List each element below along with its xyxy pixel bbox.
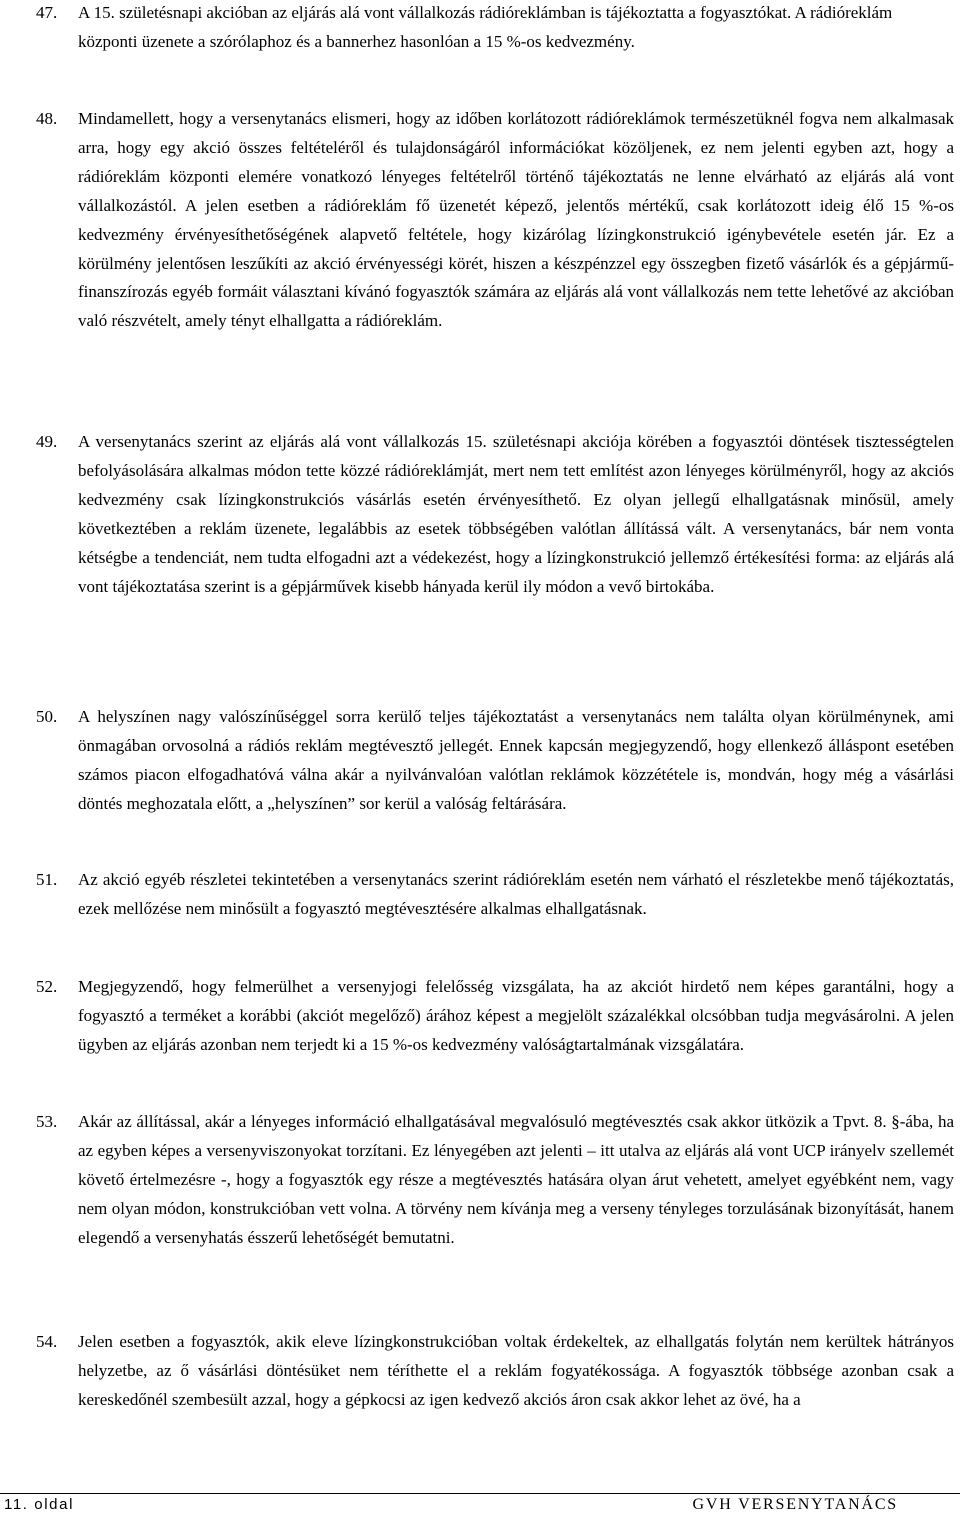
paragraph-54 (36, 1328, 954, 1415)
paragraph-text: Megjegyzendő, hogy felmerülhet a versenyjogi felelősség vizsgálata, ha az akciót hirdető nem képes garantálni, hogy a fogyasztó a terméket a korábbi (akciót megelőző) árához képest a megjelölt százalékkal olcsóbban tudja megvásárolni. A jelen ügyben az eljárás azonban nem terjedt ki a 15 %-os kedvezmény valóságtartalmának vizsgálatára. (78, 977, 954, 1054)
paragraph-text: Jelen esetben a fogyasztók, akik eleve lízingkonstrukcióban voltak érdekeltek, az elhallgatás folytán nem kerültek hátrányos helyzetbe, az ő vásárlási döntésüket nem téríthette el a reklám fogyatékossága. A fogyasztók többsége azonban csak a kereskedőnél szembesült azzal, hogy a gépkocsi az igen kedvező akciós áron csak akkor lehet az övé, ha a (78, 1332, 954, 1409)
paragraph-text: Akár az állítással, akár a lényeges információ elhallgatásával megvalósuló megtévesztés csak akkor ütközik a Tpvt. 8. §-ába, ha az egyben képes a versenyviszonyokat torzítani. Ez lényegében azt jelenti – itt utalva az eljárás alá vont UCP irányelv szellemét követő értelmezésre -, hogy a fogyasztók egy része a megtévesztés hatására olyan árut vehetett, amelyet egyébként nem, vagy nem olyan módon, konstrukcióban vett volna. A törvény nem kívánja meg a verseny tényleges torzulásának bizonyítását, hanem elegendő a versenyhatás ésszerű lehetőségét bemutatni. (78, 1112, 954, 1247)
footer-divider (0, 1493, 960, 1494)
paragraph-text: Az akció egyéb részletei tekintetében a versenytanács szerint rádióreklám esetén nem várható el részletekbe menő tájékoztatás, ezek mellőzése nem minősült a fogyasztó megtévesztésére alkalmas elhallgatásnak. (78, 870, 954, 918)
page-number-label: 11. oldal (4, 1496, 74, 1513)
paragraph-number: 48. (36, 109, 58, 128)
paragraph-text: A 15. születésnapi akcióban az eljárás alá vont vállalkozás rádióreklámban is tájékoztatta a fogyasztókat. A rádióreklám központi üzenete a szórólaphoz és a bannerhez hasonlóan a 15 %-os kedvezmény. (78, 3, 893, 51)
paragraph-52 (36, 973, 954, 1060)
paragraph-number: 50. (36, 707, 58, 726)
paragraph-text: A versenytanács szerint az eljárás alá vont vállalkozás 15. születésnapi akciója körében a fogyasztói döntések tisztességtelen befolyásolására alkalmas módon tette közzé rádióreklámját, mert nem tett említést azon lényeges körülményről, hogy az akciós kedvezmény csak lízingkonstrukciós vásárlás esetén érvényesíthető. Ez olyan jellegű elhallgatásnak minősül, amely következtében a reklám üzenete, legalábbis az esetek többségében valótlan állítássá vált. A versenytanács, bár nem vonta kétségbe a tendenciát, nem tudta elfogadni azt a védekezést, hogy a lízingkonstrukció jellemző értékesítési forma: az eljárás alá vont tájékoztatása szerint is a gépjárművek kisebb hányada kerül ily módon a vevő birtokába. (78, 432, 954, 596)
paragraph-number: 47. (36, 3, 58, 22)
paragraph-text: A helyszínen nagy valószínűséggel sorra kerülő teljes tájékoztatást a versenytanács nem találta olyan körülménynek, ami önmagában orvosolná a rádiós reklám megtévesztő jellegét. Ennek kapcsán megjegyzendő, hogy ellenkező álláspont esetében számos piacon elfogadhatóvá válna akár a nyilvánvalóan valótlan reklámok közzététele is, mondván, hogy még a vásárlási döntés meghozatala előtt, a „helyszínen” sor kerül a valóság feltárására. (78, 707, 954, 813)
paragraph-53 (36, 1108, 954, 1253)
paragraph-51 (36, 866, 954, 924)
paragraph-number: 49. (36, 432, 58, 451)
paragraph-number: 51. (36, 870, 58, 889)
paragraph-50 (36, 703, 954, 819)
paragraph-number: 53. (36, 1112, 58, 1131)
paragraph-number: 54. (36, 1332, 58, 1351)
paragraph-number: 52. (36, 977, 58, 996)
paragraph-49 (36, 428, 954, 601)
authority-label: GVH VERSENYTANÁCS (692, 1496, 898, 1513)
paragraph-48 (36, 105, 954, 336)
paragraph-text: Mindamellett, hogy a versenytanács elismeri, hogy az időben korlátozott rádióreklámok természetüknél fogva nem alkalmasak arra, hogy egy akció összes feltételéről és tulajdonságáról információkat közöljenek, ez nem jelenti egyben azt, hogy a rádióreklám központi elemére vonatkozó lényeges feltételről történő tájékoztatás ne lenne elvárható az eljárás alá vont vállalkozástól. A jelen esetben a rádióreklám fő üzenetét képező, jelentős mértékű, csak korlátozott ideig élő 15 %-os kedvezmény érvényesíthetőségének alapvető feltétele, hogy kizárólag lízingkonstrukció igénybevétele esetén jár. Ez a körülmény jelentősen leszűkíti az akció érvényességi körét, hiszen a készpénzzel egy összegben fizető vásárlók és a gépjármű-finanszírozás egyéb formáit választani kívánó fogyasztók számára az eljárás alá vont vállalkozás nem tette lehetővé az akcióban való részvételt, amely tényt elhallgatta a rádióreklám. (78, 109, 954, 331)
paragraph-47 (36, 0, 954, 57)
